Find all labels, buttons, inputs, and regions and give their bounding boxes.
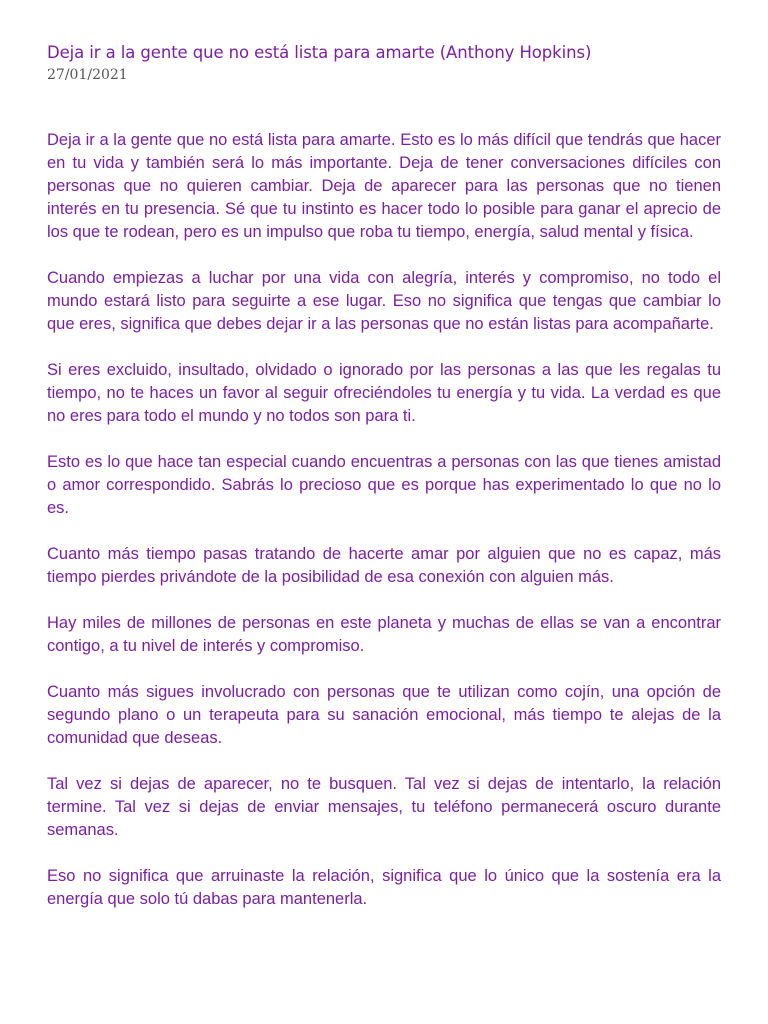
- paragraph: Tal vez si dejas de aparecer, no te busquen. Tal vez si dejas de intentarlo, la relación termine. Tal vez si dejas de enviar mensajes, tu teléfono permanecerá oscuro durante semanas.: [47, 775, 721, 839]
- paragraph: Si eres excluido, insultado, olvidado o ignorado por las personas a las que les regalas tu tiempo, no te haces un favor al seguir ofreciéndoles tu energía y tu vida. La verdad es que no eres para todo el mundo y no todos son para ti.: [47, 361, 721, 425]
- paragraph: Esto es lo que hace tan especial cuando encuentras a personas con las que tienes amistad o amor correspondido. Sabrás lo precioso que es porque has experimentado lo que no lo es.: [47, 453, 721, 517]
- paragraph: Cuanto más sigues involucrado con personas que te utilizan como cojín, una opción de segundo plano o un terapeuta para su sanación emocional, más tiempo te alejas de la comunidad que deseas.: [47, 683, 721, 747]
- paragraph: Eso no significa que arruinaste la relación, significa que lo único que la sostenía era la energía que solo tú dabas para mantenerla.: [47, 867, 721, 908]
- document-page: [47, 42, 721, 911]
- article-date: 27/01/2021: [47, 67, 128, 83]
- article-body: [47, 129, 721, 911]
- paragraph: Deja ir a la gente que no está lista para amarte. Esto es lo más difícil que tendrás que hacer en tu vida y también será lo más importante. Deja de tener conversaciones difíciles con personas que no quieren cambiar. Deja de aparecer para las personas que no tienen interés en tu presencia. Sé que tu instinto es hacer todo lo posible para ganar el aprecio de los que te rodean, pero es un impulso que roba tu tiempo, energía, salud mental y física.: [47, 131, 721, 241]
- paragraph: Cuanto más tiempo pasas tratando de hacerte amar por alguien que no es capaz, más tiempo pierdes privándote de la posibilidad de esa conexión con alguien más.: [47, 545, 721, 586]
- paragraph: Cuando empiezas a luchar por una vida con alegría, interés y compromiso, no todo el mundo estará listo para seguirte a ese lugar. Eso no significa que tengas que cambiar lo que eres, significa que debes dejar ir a las personas que no están listas para acompañarte.: [47, 269, 721, 333]
- paragraph: Hay miles de millones de personas en este planeta y muchas de ellas se van a encontrar contigo, a tu nivel de interés y compromiso.: [47, 614, 721, 655]
- article-title: Deja ir a la gente que no está lista para amarte (Anthony Hopkins): [47, 43, 592, 62]
